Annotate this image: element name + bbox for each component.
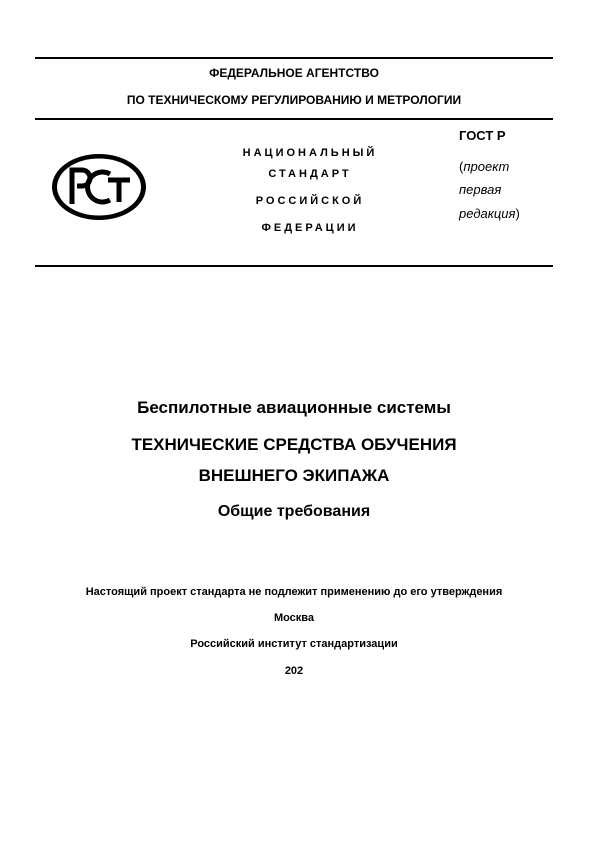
open-paren: ( (459, 159, 464, 174)
agency-line-1: ФЕДЕРАЛЬНОЕ АГЕНТСТВО (209, 66, 379, 80)
national-standard-line-2: СТАНДАРТ (268, 168, 352, 180)
document-title-line-2: ТЕХНИЧЕСКИЕ СРЕДСТВА ОБУЧЕНИЯ (131, 435, 457, 454)
header-rule (35, 118, 553, 120)
top-rule (35, 57, 553, 59)
rst-gost-logo (50, 152, 148, 222)
national-standard-line-4: ФЕДЕРАЦИИ (261, 222, 359, 234)
city: Москва (273, 612, 315, 624)
section-rule (35, 265, 553, 267)
draft-word-3: редакция (459, 206, 516, 221)
national-standard-line-1: НАЦИОНАЛЬНЫЙ (242, 147, 378, 159)
close-paren: ) (515, 206, 520, 221)
draft-line-3 (459, 206, 520, 221)
publisher: Российский институт стандартизации (190, 638, 398, 650)
document-subtitle: Общие требования (217, 503, 371, 520)
draft-line-2: первая (459, 182, 502, 197)
year: 202 (284, 665, 304, 677)
draft-notice: Настоящий проект стандарта не подлежит применению до его утверждения (85, 586, 503, 598)
document-title-line-1: Беспилотные авиационные системы (137, 398, 451, 417)
agency-line-2: ПО ТЕХНИЧЕСКОМУ РЕГУЛИРОВАНИЮ И МЕТРОЛОГИИ (126, 93, 462, 107)
gost-code: ГОСТ Р (459, 128, 506, 143)
document-title-line-3: ВНЕШНЕГО ЭКИПАЖА (198, 466, 390, 485)
national-standard-line-3: РОССИЙСКОЙ (255, 195, 365, 207)
draft-line-1 (459, 159, 509, 174)
draft-word-1: проект (463, 159, 510, 174)
